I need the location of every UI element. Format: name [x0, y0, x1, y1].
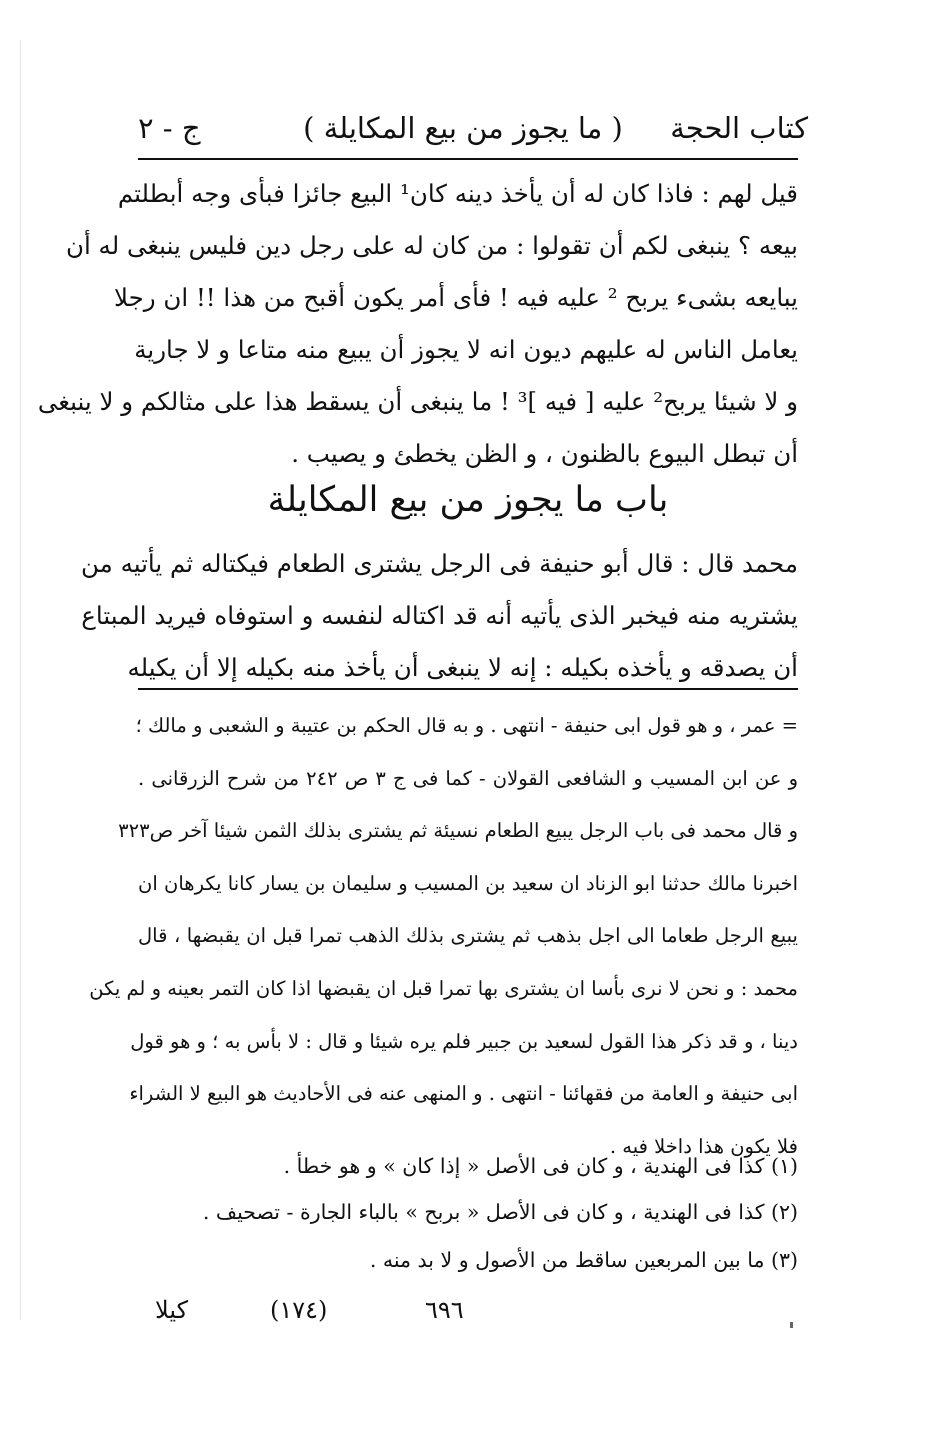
note-line: ابى حنيفة و العامة من فقهائنا - انتهى . و المنهى عنه فى الأحاديث هو البيع لا الشراء [129, 1082, 798, 1106]
header-volume: ج - ٢ [138, 111, 201, 145]
text-line: يعامل الناس له عليهم ديون انه لا يجوز أن يبيع منه متاعا و لا جارية [134, 335, 798, 364]
note-line: = عمر ، و هو قول ابى حنيفة - انتهى . و به قال الحكم بن عتيبة و الشعبى و مالك ؛ [135, 714, 798, 737]
main-text-block-2 [81, 538, 798, 694]
text-line: أن تبطل البيوع بالظنون ، و الظن يخطئ و يصيب . [291, 439, 798, 468]
notes-rule [138, 688, 798, 690]
section-heading: باب ما يجوز من بيع المكايلة [267, 480, 669, 520]
header-rule [138, 158, 798, 160]
text-line: قيل لهم : فاذا كان له أن يأخذ دينه كان¹ البيع جائزا فبأى وجه أبطلتم [117, 179, 798, 208]
note-line: محمد : و نحن لا نرى بأسا ان يشترى بها تمرا قبل ان يقبضها اذا كان التمر بعينه و لم يكن [89, 976, 798, 1000]
text-line: أن يصدقه و يأخذه بكيله : إنه لا ينبغى أن يأخذ منه بكيله إلا أن يكيله [127, 653, 798, 682]
note-line: اخبرنا مالك حدثنا ابو الزناد ان سعيد بن المسيب و سليمان بن يسار كانا يكرهان ان [138, 871, 798, 895]
footnote-1: (١) كذا فى الهندية ، و كان فى الأصل « إذا كان » و هو خطأ . [283, 1154, 798, 1178]
text-line: يبايعه بشىء يربح ² عليه فيه ! فأى أمر يكون أقبح من هذا !! ان رجلا [113, 283, 798, 312]
notes-block [89, 700, 798, 1173]
scan-edge-line [20, 40, 21, 1320]
note-line: و عن ابن المسيب و الشافعى القولان - كما فى ج ٣ ص ٢٤٢ من شرح الزرقانى . [138, 766, 798, 790]
signature-mark: كيلا [155, 1296, 188, 1324]
text-line: بيعه ؟ ينبغى لكم أن تقولوا : من كان له على رجل دين فليس ينبغى له أن [65, 231, 798, 260]
signature-number: (١٧٤) [270, 1296, 328, 1324]
note-line: فلا يكون هذا داخلا فيه . [609, 1134, 798, 1158]
footnote-2: (٢) كذا فى الهندية ، و كان فى الأصل « بربح » بالباء الجارة - تصحيف . [202, 1200, 798, 1224]
scan-speck [790, 1322, 793, 1328]
footnote-3: (٣) ما بين المربعين ساقط من الأصول و لا بد منه . [369, 1248, 798, 1272]
text-line: و لا شيئا يربح² عليه [ فيه ]³ ! ما ينبغى أن يسقط هذا على مثالكم و لا ينبغى [37, 387, 798, 416]
main-text-block-1 [37, 168, 798, 480]
header-book-title: كتاب الحجة [670, 111, 808, 145]
text-line: محمد قال : قال أبو حنيفة فى الرجل يشترى الطعام فيكتاله ثم يأتيه من [81, 549, 798, 578]
header-chapter-title: ( ما يجوز من بيع المكايلة ) [303, 111, 623, 145]
text-line: يشتريه منه فيخبر الذى يأتيه أنه قد اكتاله لنفسه و استوفاه فيريد المبتاع [81, 601, 798, 630]
note-line: دينا ، و قد ذكر هذا القول لسعيد بن جبير فلم يره شيئا و قال : لا بأس به ؛ و هو قول [130, 1029, 798, 1053]
note-line: و قال محمد فى باب الرجل يبيع الطعام نسيئة ثم يشترى بذلك الثمن شيئا آخر ص٣٢٣ [118, 819, 798, 843]
page-number: ٦٩٦ [425, 1296, 464, 1324]
note-line: يبيع الرجل طعاما الى اجل بذهب ثم يشترى بذلك الذهب تمرا قبل ان يقبضها ، قال [138, 924, 798, 948]
